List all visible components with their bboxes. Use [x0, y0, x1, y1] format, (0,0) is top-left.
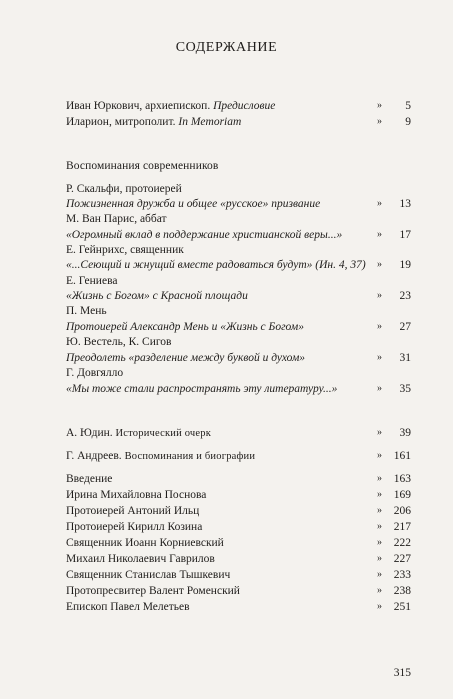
entry-title: Протоиерей Александр Мень и «Жизнь с Богом»: [66, 321, 304, 333]
raquo-mark: »: [377, 383, 382, 394]
entry-title: Предисловие: [213, 100, 276, 112]
toc-entry-foreword: [66, 100, 411, 116]
entry-author: П. Мень: [66, 305, 107, 317]
toc-entry: [66, 229, 411, 245]
entry-author: Е. Гениева: [66, 275, 118, 287]
toc-entry: [66, 321, 411, 337]
raquo-mark: »: [377, 290, 382, 301]
entry-page-number: 5: [405, 100, 411, 112]
toc-entry-biography: [66, 553, 411, 569]
raquo-mark: »: [377, 321, 382, 332]
entry-page-number: 23: [399, 290, 411, 302]
toc-entry-biography: [66, 601, 411, 617]
toc-entry-biography: [66, 537, 411, 553]
toc-entry: [66, 383, 411, 399]
entry-title: Протоиерей Антоний Ильц: [66, 505, 200, 517]
toc-heading: СОДЕРЖАНИЕ: [175, 40, 278, 55]
toc-entry-memoirs-biographies: [66, 450, 411, 466]
toc-entry-biography: [66, 521, 411, 537]
raquo-mark: »: [377, 229, 382, 240]
raquo-mark: »: [377, 116, 382, 127]
raquo-mark: »: [377, 198, 382, 209]
raquo-mark: »: [377, 427, 382, 438]
entry-page-number: 27: [399, 321, 411, 333]
entry-title: In Memoriam: [178, 116, 242, 128]
toc-entry-biography: [66, 489, 411, 505]
toc-entry: [66, 198, 411, 214]
entry-page-number: 238: [393, 585, 411, 597]
raquo-mark: »: [377, 585, 382, 596]
toc-entry: [66, 259, 411, 275]
entry-page-number: 227: [393, 553, 411, 565]
toc-entry-historical-essay: [66, 427, 411, 443]
entry-title: Священник Станислав Тышкевич: [66, 569, 231, 581]
entry-page-number: 17: [399, 229, 411, 241]
toc-entry: [66, 290, 411, 306]
raquo-mark: »: [377, 473, 382, 484]
entry-page-number: 19: [399, 259, 411, 271]
entry-title: Священник Иоанн Корниевский: [66, 537, 224, 549]
entry-author: Е. Гейнрихс, священник: [66, 244, 184, 256]
entry-page-number: 217: [393, 521, 411, 533]
entry-author: Р. Скальфи, протоиерей: [66, 183, 182, 195]
toc-entry-in-memoriam: [66, 116, 411, 132]
toc-entry-biography: [66, 569, 411, 585]
raquo-mark: »: [377, 100, 382, 111]
raquo-mark: »: [377, 505, 382, 516]
raquo-mark: »: [377, 450, 382, 461]
raquo-mark: »: [377, 352, 382, 363]
toc-entry-biography: [66, 473, 411, 489]
entry-author: Ю. Вестель, К. Сигов: [66, 336, 172, 348]
entry-title: «...Сеющий и жнущий вместе радоваться будут» (Ин. 4, 37): [66, 259, 366, 271]
raquo-mark: »: [377, 601, 382, 612]
raquo-mark: »: [377, 569, 382, 580]
entry-title: Протоиерей Кирилл Козина: [66, 521, 203, 533]
entry-title: «Мы тоже стали распространять эту литературу...»: [66, 383, 338, 395]
raquo-mark: »: [377, 537, 382, 548]
entry-author: Г. Довгялло: [66, 367, 124, 379]
raquo-mark: »: [377, 521, 382, 532]
entry-page-number: 39: [399, 427, 411, 439]
entry-title: Исторический очерк: [115, 428, 212, 439]
raquo-mark: »: [377, 259, 382, 270]
entry-title: Епископ Павел Мелетьев: [66, 601, 190, 613]
entry-title: Введение: [66, 473, 113, 485]
entry-page-number: 251: [393, 601, 411, 613]
entry-author: А. Юдин.: [66, 427, 116, 439]
page-number: 315: [393, 667, 411, 679]
entry-page-number: 222: [393, 537, 411, 549]
entry-author: Г. Андреев.: [66, 450, 125, 462]
entry-author: Иван Юркович, архиепископ.: [66, 100, 214, 112]
toc-entry-biography: [66, 585, 411, 601]
entry-author: М. Ван Парис, аббат: [66, 213, 167, 225]
section-title-memoirs: Воспоминания современников: [66, 160, 219, 172]
raquo-mark: »: [377, 489, 382, 500]
entry-page-number: 233: [393, 569, 411, 581]
toc-entry-biography: [66, 505, 411, 521]
entry-title: «Жизнь с Богом» с Красной площади: [66, 290, 248, 302]
entry-title: Пожизненная дружба и общее «русское» призвание: [66, 198, 321, 210]
entry-page-number: 31: [399, 352, 411, 364]
entry-page-number: 206: [393, 505, 411, 517]
entry-title: Воспоминания и биографии: [124, 451, 256, 462]
entry-title: Протопресвитер Валент Роменский: [66, 585, 240, 597]
raquo-mark: »: [377, 553, 382, 564]
entry-page-number: 163: [393, 473, 411, 485]
entry-page-number: 35: [399, 383, 411, 395]
entry-page-number: 161: [393, 450, 411, 462]
entry-page-number: 9: [405, 116, 411, 128]
entry-page-number: 13: [399, 198, 411, 210]
entry-title: «Огромный вклад в поддержание христианской веры...»: [66, 229, 343, 241]
entry-title: Михаил Николаевич Гаврилов: [66, 553, 215, 565]
entry-title: Ирина Михайловна Поснова: [66, 489, 207, 501]
entry-title: Преодолеть «разделение между буквой и духом»: [66, 352, 306, 364]
entry-author: Иларион, митрополит.: [66, 116, 179, 128]
toc-entry: [66, 352, 411, 368]
entry-page-number: 169: [393, 489, 411, 501]
